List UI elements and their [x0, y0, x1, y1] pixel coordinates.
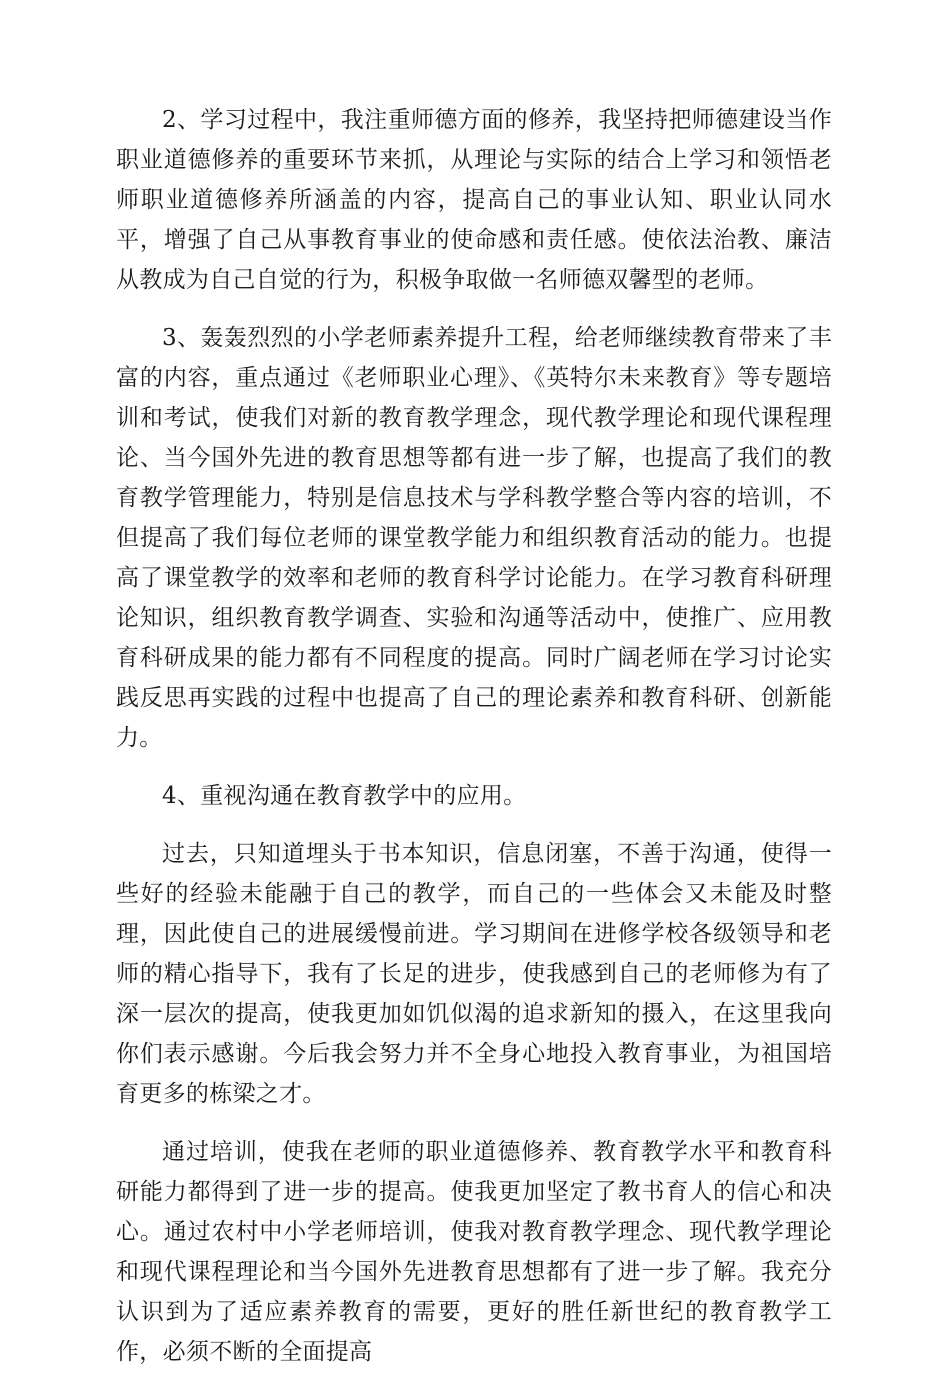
paragraph-point-2: 2、学习过程中，我注重师德方面的修养，我坚持把师德建设当作职业道德修养的重要环节来抓，从理论与实际的结合上学习和领悟老师职业道德修养所涵盖的内容，提高自己的事业认知、职业认同水平，增强了自己从事教育事业的使命感和责任感。使依法治教、廉洁从教成为自己自觉的行为，积极争取做一名师德双馨型的老师。 [116, 107, 832, 293]
paragraph-past-reflection: 过去，只知道埋头于书本知识，信息闭塞，不善于沟通，使得一些好的经验未能融于自己的教学，而自己的一些体会又未能及时整理，因此使自己的进展缓慢前进。学习期间在进修学校各级领导和老师的精心指导下，我有了长足的进步，使我感到自己的老师修为有了深一层次的提高，使我更加如饥似渴的追求新知的摄入，在这里我向你们表示感谢。今后我会努力并不全身心地投入教育事业，为祖国培育更多的栋梁之才。 [116, 841, 832, 1107]
paragraph-point-4: 4、重视沟通在教育教学中的应用。 [162, 783, 527, 809]
document-page [116, 100, 832, 1390]
paragraph-point-3: 3、轰轰烈烈的小学老师素养提升工程，给老师继续教育带来了丰富的内容，重点通过《老师职业心理》、《英特尔未来教育》等专题培训和考试，使我们对新的教育教学理念，现代教学理论和现代课程理论、当今国外先进的教育思想等都有进一步了解，也提高了我们的教育教学管理能力，特别是信息技术与学科教学整合等内容的培训，不但提高了我们每位老师的课堂教学能力和组织教育活动的能力。也提高了课堂教学的效率和老师的教育科学讨论能力。在学习教育科研理论知识，组织教育教学调查、实验和沟通等活动中，使推广、应用教育科研成果的能力都有不同程度的提高。同时广阔老师在学习讨论实践反思再实践的过程中也提高了自己的理论素养和教育科研、创新能力。 [116, 325, 832, 751]
paragraph-training-summary: 通过培训，使我在老师的职业道德修养、教育教学水平和教育科研能力都得到了进一步的提高。使我更加坚定了教书育人的信心和决心。通过农村中小学老师培训，使我对教育教学理念、现代教学理论和现代课程理论和当今国外先进教育思想都有了进一步了解。我充分认识到为了适应素养教育的需要，更好的胜任新世纪的教育教学工作，必须不断的全面提高 [116, 1139, 832, 1365]
